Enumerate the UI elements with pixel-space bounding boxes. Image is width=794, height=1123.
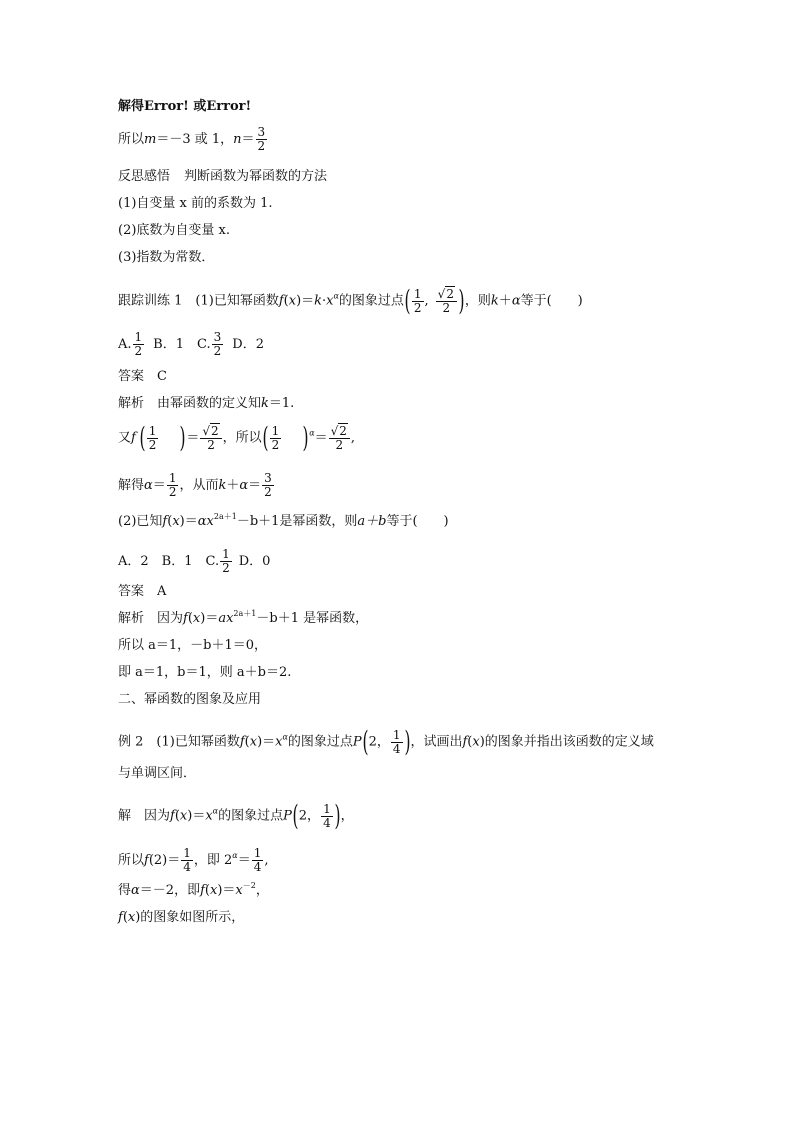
analysis-q1-line-1: 解析 由幂函数的定义知k＝1. [118,396,295,411]
result-line-m-n [118,126,268,153]
left-paren: ( [404,284,411,317]
fraction-1-2: $\frac{1}{2}$ [413,286,422,315]
text: (2)底数为自变量 x. [118,223,231,238]
text: (1)自变量 x 前的系数为 1. [118,196,273,211]
text: 反思感悟 [118,169,171,184]
text: ＝－3 或 1， [156,132,234,147]
analysis-q1-line-2: 又f ( $\frac{1}{2}$ )＝ $\frac{√2}{2}$ ，所以( $\frac{1}{2}$ )$^\alpha$＝ $\frac{√2}{2}$ , [118,421,356,454]
fraction-1-2: $\frac{1}{2}$ [148,423,157,452]
solution-line-1 [118,98,251,116]
reflection-heading [118,168,327,186]
choices-q2: A．2 B．1 C. $\frac{1}{2}$ D．0 [118,547,271,575]
var-m: m [144,132,157,147]
fraction-1-2: $\frac{1}{2}$ [222,547,230,575]
fraction-1-2: $\frac{1}{2}$ [168,471,177,499]
example-2-question-cont: 与单调区间． [118,766,197,781]
right-paren: ) [458,284,465,317]
practice-question-2: (2)已知$f(x)=\alpha x^{2a+1}-b+1$是幂函数，则a＋b等于( ) [118,512,449,529]
fraction-1-4: $\frac{1}{4}$ [253,846,262,874]
solution-line-1: 解 因为$f(x)=x^\alpha$的图象过点P(2， $\frac{1}{4}$ )， [118,799,354,832]
solution-line-2: 所以f(2)＝ $\frac{1}{4}$ ，即 $2^\alpha=$ $\frac{1}{4}$ , [118,846,269,874]
fraction-sqrt2-2: $\frac{√2}{2}$ [200,425,221,452]
solution-line-4: f(x)的图象如图所示， [118,910,245,925]
section-heading: 二、幂函数的图象及应用 [118,692,262,707]
reflection-item-2 [118,222,230,240]
solution-line-3: 得α＝－2，即$f(x)=x^{-2}$， [118,881,269,898]
fraction-sqrt2-2: $\frac{√2}{2}$ [436,288,457,315]
reflection-item-3 [118,249,214,267]
fraction-1-4: $\frac{1}{4}$ [323,801,331,830]
analysis-q2-line-3: 即 a＝1，b＝1，则 a＋b＝2. [118,665,292,680]
answer-q1: 答案 C [118,369,167,384]
fraction-1-2: $\frac{1}{2}$ [134,330,143,358]
answer-q2: 答案 A [118,584,167,599]
fraction-3-2: $\frac{3}{2}$ [257,125,266,153]
fraction-1-4: $\frac{1}{4}$ [392,727,401,756]
fraction-3-2: $\frac{3}{2}$ [213,330,222,358]
practice-question-1: 跟踪训练 1 (1)已知幂函数$f(x)=k\cdot x^\alpha$的图象过点( $\frac{1}{2}$ , $\frac{√2}{2}$ )，则k＋α等于( ) [118,284,583,317]
text: 解得Error! 或Error! [118,99,252,114]
reflection-item-1 [118,195,273,213]
analysis-q2-line-2: 所以 a＝1，－b＋1＝0， [118,638,268,653]
text: (3)指数为常数． [118,250,215,265]
text: 跟踪训练 1 (1)已知幂函数 [118,293,279,309]
analysis-q1-line-3: 解得α＝ $\frac{1}{2}$ ，从而k＋α＝ $\frac{3}{2}$ [118,471,272,499]
text: ＝ [241,132,255,147]
fraction-sqrt2-2: $\frac{√2}{2}$ [329,425,350,452]
choices-q1: A. $\frac{1}{2}$ B．1 C. $\frac{3}{2}$ D．2 [118,330,264,358]
example-2-question: 例 2 (1)已知幂函数$f(x)=x^\alpha$的图象过点P(2， $\frac{1}{4}$ )，试画出f(x)的图象并指出该函数的定义域 [118,725,654,758]
text: 所以 [118,132,145,147]
fraction-1-4: $\frac{1}{4}$ [183,846,191,874]
fraction-3-2: $\frac{3}{2}$ [264,471,272,499]
analysis-q2-line-1: 解析 因为$f(x)=ax^{2a+1}-b+1$ 是幂函数， [118,609,369,626]
var-n: n [233,132,242,147]
fraction-1-2: $\frac{1}{2}$ [271,423,280,452]
text: 判断函数为幂函数的方法 [184,169,328,184]
